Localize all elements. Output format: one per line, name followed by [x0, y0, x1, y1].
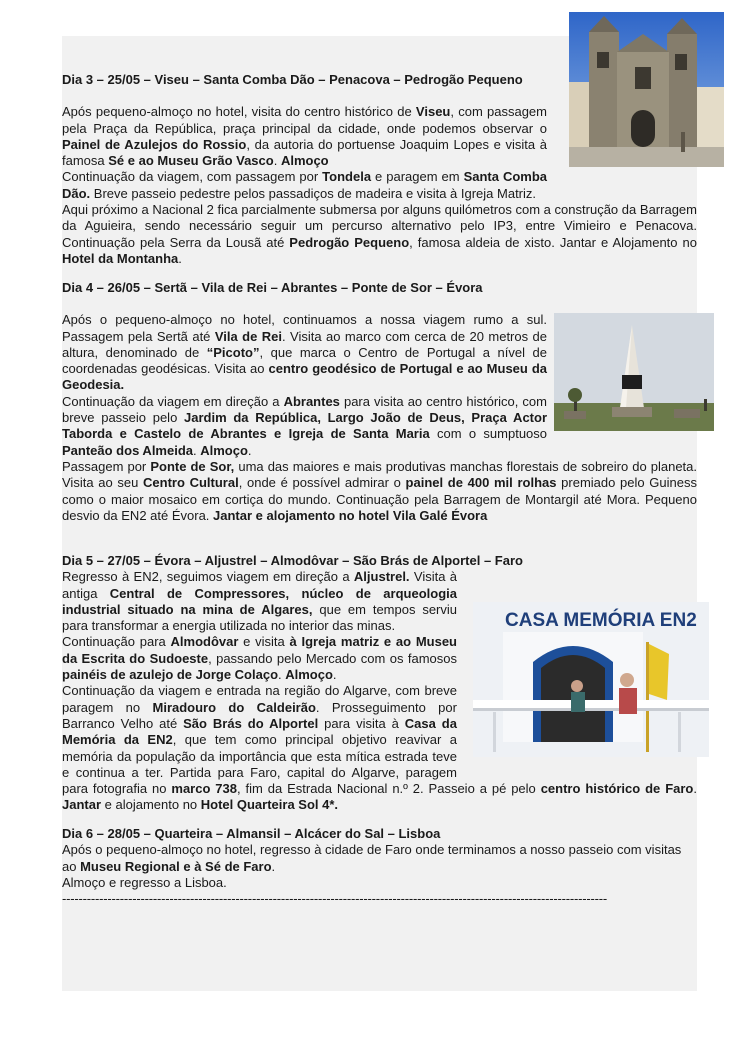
picoto-monument-photo: [554, 313, 714, 431]
text-run: .: [332, 667, 337, 683]
day3-section: [62, 72, 697, 267]
day6-section: [62, 826, 697, 907]
text-run: Breve passeio pedestre pelos passadiços de madeira e visita à Igreja Matriz.: [90, 185, 537, 201]
day5-section: [62, 553, 697, 814]
bold-text: centro geodésico de Portugal e ao Museu da Geodesia.: [62, 361, 547, 393]
bold-text: marco 738: [171, 781, 238, 797]
day6-paragraph-2: [62, 875, 697, 891]
day4-title: Dia 4 – 26/05 – Sertã – Vila de Rei – Abrantes – Ponte de Sor – Évora: [62, 280, 483, 295]
bold-text: Almoço: [200, 442, 248, 458]
bold-text: Casa da Memória da EN2: [62, 715, 457, 748]
viseu-cathedral-photo: [569, 12, 724, 167]
text-run: . Prosseguimento por Barranco Velho até: [62, 699, 457, 731]
bold-text: Ponte de Sor,: [150, 458, 235, 474]
text-run: .: [247, 442, 252, 458]
casa-memoria-sign-text: CASA MEMÓRIA EN2: [505, 610, 697, 631]
text-run: Continuação da viagem, com passagem por: [62, 169, 323, 185]
text-run: .: [693, 781, 697, 797]
bold-text: Panteão dos Almeida: [62, 442, 193, 458]
wrap-spacer: [457, 587, 697, 767]
bold-text: Vila de Rei: [214, 328, 282, 344]
bold-text: à Igreja matriz e ao Museu da Escrita do Sudoeste: [62, 634, 457, 666]
day5-paragraph-1: [62, 569, 697, 634]
text-run: uma das maiores e mais produtivas manchas florestais de sobreiro do planeta. Visita ao seu: [62, 458, 698, 491]
day3-title: Dia 3 – 25/05 – Viseu – Santa Comba Dão – Penacova – Pedrogão Pequeno: [62, 72, 523, 87]
text-run: que em tempos serviu para transformar a energia utilizada no interior das minas.: [62, 601, 457, 634]
day6-paragraph-1: [62, 842, 697, 875]
bold-text: Santa Comba Dão.: [62, 169, 547, 201]
day6-title: Dia 6 – 28/05 – Quarteira – Almansil – Alcácer do Sal – Lisboa: [62, 826, 441, 841]
text-run: e visita: [238, 634, 290, 650]
bold-text: Painel de Azulejos do Rossio: [62, 136, 247, 152]
separator-line: ------------------------------------------------------------------------------------------------------------------------------------: [62, 891, 608, 907]
text-run: Continuação da viagem e entrada na região do Algarve, com breve paragem no: [62, 683, 457, 715]
bold-text: Abrantes: [283, 393, 340, 409]
text-run: Continuação da viagem em direção a: [62, 393, 284, 409]
text-run: para visita ao centro histórico, com breve passeio pelo: [62, 393, 547, 426]
bold-text: Central de Compressores, núcleo de arqueologia industrial situado na mina de Algares,: [62, 585, 457, 617]
bold-text: Hotel da Montanha: [62, 250, 179, 266]
text-run: e paragem em: [371, 169, 464, 185]
bold-text: Pedrogão Pequeno: [289, 234, 410, 250]
text-run: , que tem como principal objetivo reavivar a memória da população da importância que esta mítica estrada teve e continua a ter. Partida para Faro, capital do Algarve, paragem para fotografia no: [62, 732, 457, 797]
bold-text: Miradouro do Caldeirão: [152, 699, 316, 715]
text-run: , passando pelo Mercado com os famosos: [208, 650, 457, 666]
text-run: , fim da Estrada Nacional n.º 2. Passeio a pé pelo: [237, 781, 541, 797]
bold-text: Jantar e alojamento no hotel Vila Galé Évora: [213, 507, 488, 523]
bold-text: Almodôvar: [170, 634, 239, 650]
bold-text: Almoço: [285, 667, 333, 683]
text-run: Após o pequeno-almoço no hotel, continuamos a nossa viagem rumo a sul. Passagem pela Sertã até: [62, 312, 547, 344]
day4-paragraph-3: [62, 459, 697, 524]
text-run: Passagem por: [62, 458, 151, 474]
bold-text: centro histórico de Faro: [540, 781, 694, 797]
day5-title: Dia 5 – 27/05 – Évora – Aljustrel – Almodôvar – São Brás de Alportel – Faro: [62, 553, 523, 568]
text-run: Após o pequeno-almoço no hotel, regresso à cidade de Faro onde terminamos a nosso passeio com visitas ao: [62, 842, 682, 874]
text-run: Continuação para: [62, 634, 171, 650]
bold-text: Hotel Quarteira Sol 4*.: [200, 797, 339, 813]
text-run: para visita à: [318, 715, 405, 731]
text-run: Regresso à EN2, seguimos viagem em direção a: [62, 569, 354, 585]
text-run: premiado pelo Guiness como o maior mosaico em cortiça do mundo. Continuação pela Barragem de Montargil até Mora. Pequeno desvio da EN2 até Évora.: [62, 475, 697, 523]
bold-text: Aljustrel.: [353, 569, 410, 585]
bold-text: “Picoto”: [206, 344, 260, 360]
text-run: , famosa aldeia de xisto. Jantar e Alojamento no: [409, 234, 697, 250]
bold-text: Tondela: [322, 169, 372, 185]
bold-text: painéis de azulejo de Jorge Colaço: [62, 667, 279, 683]
bold-text: Viseu: [415, 104, 451, 120]
bold-text: Almoço: [280, 153, 329, 169]
bold-text: Museu Regional e à Sé de Faro: [80, 858, 272, 874]
text-run: , que marca o Centro de Portugal a nível de coordenadas geodésicas. Visita ao: [62, 344, 547, 377]
bold-text: Sé e ao Museu Grão Vasco: [108, 153, 274, 169]
text-run: .: [193, 442, 201, 458]
text-run: .: [273, 153, 281, 169]
text-run: , com passagem pela Praça da República, praça principal da cidade, onde podemos observar o: [62, 104, 547, 136]
bold-text: São Brás do Alportel: [183, 715, 319, 731]
day3-paragraph-3: [62, 202, 697, 267]
text-run: .: [178, 250, 182, 266]
text-run: , da autoria do portuense Joaquim Lopes e visita à famosa: [62, 136, 547, 169]
text-run: Após pequeno-almoço no hotel, visita do centro histórico de: [62, 104, 416, 120]
text-run: Almoço e regresso a Lisboa.: [62, 874, 227, 890]
text-run: , onde é possível admirar o: [238, 475, 406, 491]
text-run: Aqui próximo a Nacional 2 fica parcialmente submersa por alguns quilómetros com a construção da Barragem da Aguieira, sendo necessário seguir um percurso alternativo pelo IP3, entre Vimieiro e Penacova. Continuação pela Serra da Lousã até: [62, 202, 697, 250]
text-run: .: [271, 858, 276, 874]
day4-section: [62, 280, 697, 524]
text-run: com o sumptuoso: [429, 426, 548, 442]
text-run: . Visita ao marco com cerca de 20 metros de altura, denominado de: [62, 328, 547, 360]
text-run: .: [278, 667, 286, 683]
bold-text: Jardim da República, Largo João de Deus, Praça Actor Taborda e Castelo de Abrantes e Igreja de Santa Maria: [62, 410, 548, 442]
bold-text: Centro Cultural: [143, 475, 239, 491]
bold-text: painel de 400 mil rolhas: [405, 475, 557, 491]
text-run: Visita à antiga: [62, 569, 457, 601]
text-run: e alojamento no: [101, 797, 201, 813]
bold-text: Jantar: [62, 797, 102, 813]
